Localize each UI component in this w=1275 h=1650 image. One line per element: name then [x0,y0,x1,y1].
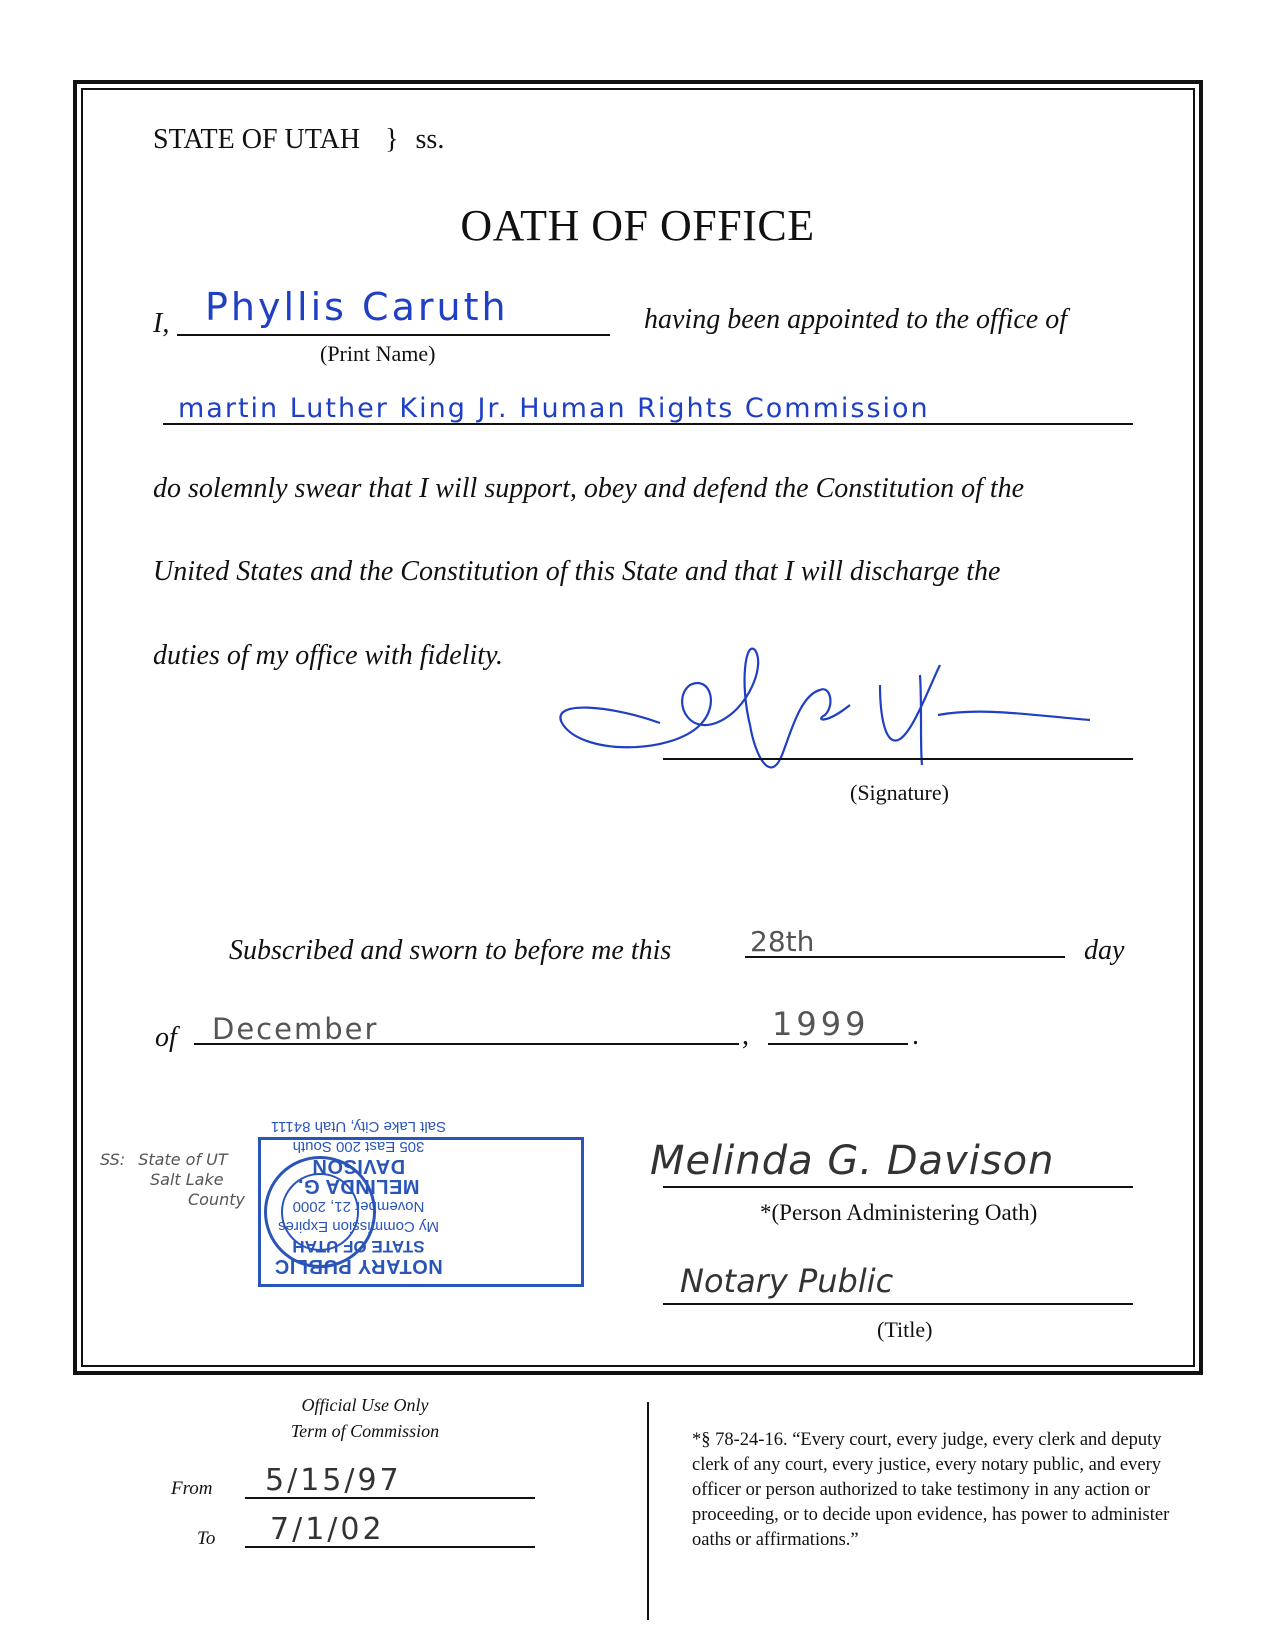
ss-label: ss. [415,124,445,155]
state-header [153,124,444,156]
margin-note-line2: Salt Lake [150,1170,224,1189]
from-label: From [171,1478,213,1499]
administrator-caption: *(Person Administering Oath) [760,1200,1038,1225]
official-heading-1: Official Use Only [301,1395,429,1415]
subscribed-text: Subscribed and sworn to before me this [229,935,672,966]
notary-seal-icon [264,1156,376,1268]
stamp-line-6: 305 East 200 South [292,1138,425,1155]
oath-line-2: United States and the Constitution of this State and that I will discharge the [153,556,1001,587]
stamp-line-3: My Commission Expires [278,1218,439,1235]
administrator-signature[interactable]: Melinda G. Davison [650,1138,1055,1184]
margin-note-line1: State of UT [138,1150,228,1169]
appointed-text: having been appointed to the office of [644,304,1068,335]
stamp-line-7: Salt Lake City, Utah 84111 [270,1118,447,1135]
margin-note [100,1150,245,1210]
title-value[interactable]: Notary Public [680,1262,894,1300]
signature-scribble[interactable] [550,645,1120,795]
statute-note: *§ 78-24-16. “Every court, every judge, every clerk and deputy clerk of any court, every justice, every notary public, and every officer or person authorized to take testimony in any action or proceeding, or to decide upon evidence, has power to administer oaths or affirmations.” [692,1430,1170,1550]
footer-divider [647,1402,649,1620]
year-line [768,1043,908,1045]
to-value[interactable]: 7/1/02 [270,1512,385,1547]
oath-prefix: I, [153,308,170,339]
period: . [912,1020,919,1051]
month-value[interactable]: December [212,1012,379,1046]
print-name-line [177,334,610,336]
notary-stamp [258,1118,584,1287]
from-value[interactable]: 5/15/97 [265,1463,402,1498]
year-value[interactable]: 1999 [772,1005,870,1043]
stamp-line-1: NOTARY PUBLIC [274,1255,443,1277]
comma: , [742,1020,749,1051]
page-title: OATH OF OFFICE [460,201,815,250]
official-heading-2: Term of Commission [290,1421,440,1441]
office-value[interactable]: martin Luther King Jr. Human Rights Commission [178,393,930,424]
stamp-line-4: November 21, 2000 [292,1198,425,1215]
oath-line-1: do solemnly swear that I will support, obey and defend the Constitution of the [153,473,1025,504]
print-name-value[interactable]: Phyllis Caruth [205,285,509,329]
of-word: of [155,1022,177,1053]
title-line [663,1303,1133,1305]
margin-note-line3: County [188,1190,245,1209]
brace: } [385,124,399,155]
margin-note-ss: SS: [100,1150,126,1169]
day-word: day [1084,935,1125,966]
administrator-line [663,1186,1133,1188]
print-name-caption: (Print Name) [320,341,436,366]
stamp-line-5: MELINDA G. DAVISON [297,1155,420,1197]
oath-line-3: duties of my office with fidelity. [153,640,503,671]
title-caption: (Title) [877,1317,933,1342]
to-label: To [197,1528,216,1549]
day-value[interactable]: 28th [750,925,815,958]
stamp-line-2: STATE OF UTAH [292,1237,425,1256]
signature-caption: (Signature) [850,780,949,805]
signature-line [663,758,1133,760]
jurisdiction: STATE OF UTAH [153,124,361,155]
